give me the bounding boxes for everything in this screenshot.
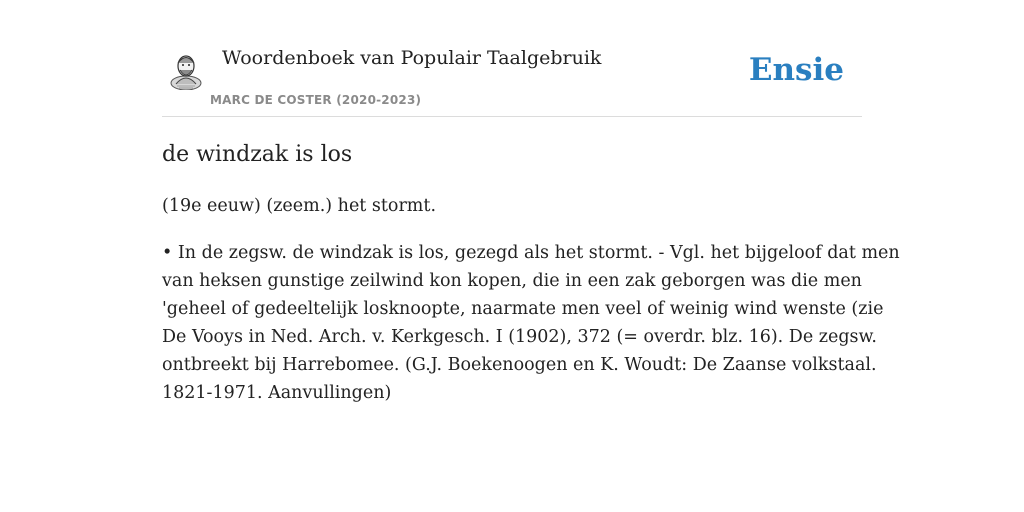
entry-definition: (19e eeuw) (zeem.) het stormt. (162, 196, 437, 216)
ensie-logo[interactable]: Ensie (748, 52, 844, 88)
entry-body-line: ontbreekt bij Harrebomee. (G.J. Boekenoogen en K. Woudt: De Zaanse volkstaal. (162, 355, 877, 375)
entry-body-line: van heksen gunstige zeilwind kon kopen, die in een zak geborgen was die men (162, 271, 862, 291)
entry-body-line: 1821-1971. Aanvullingen) (162, 383, 392, 403)
author-portrait-icon[interactable] (168, 50, 204, 90)
entry-body-line: • In de zegsw. de windzak is los, gezegd als het stormt. - Vgl. het bijgeloof dat men (162, 243, 900, 263)
entry-body (162, 239, 900, 407)
entry-body-line: De Vooys in Ned. Arch. v. Kerkgesch. I (1902), 372 (= overdr. blz. 16). De zegsw. (162, 327, 877, 347)
entry-headword: de windzak is los (162, 142, 353, 167)
entry-body-line: 'geheel of gedeeltelijk losknoopte, naarmate men veel of weinig wind wenste (zie (162, 299, 884, 319)
dictionary-title[interactable]: Woordenboek van Populair Taalgebruik (222, 47, 602, 69)
dictionary-header (162, 40, 862, 117)
author-name[interactable]: MARC DE COSTER (2020-2023) (210, 93, 422, 107)
